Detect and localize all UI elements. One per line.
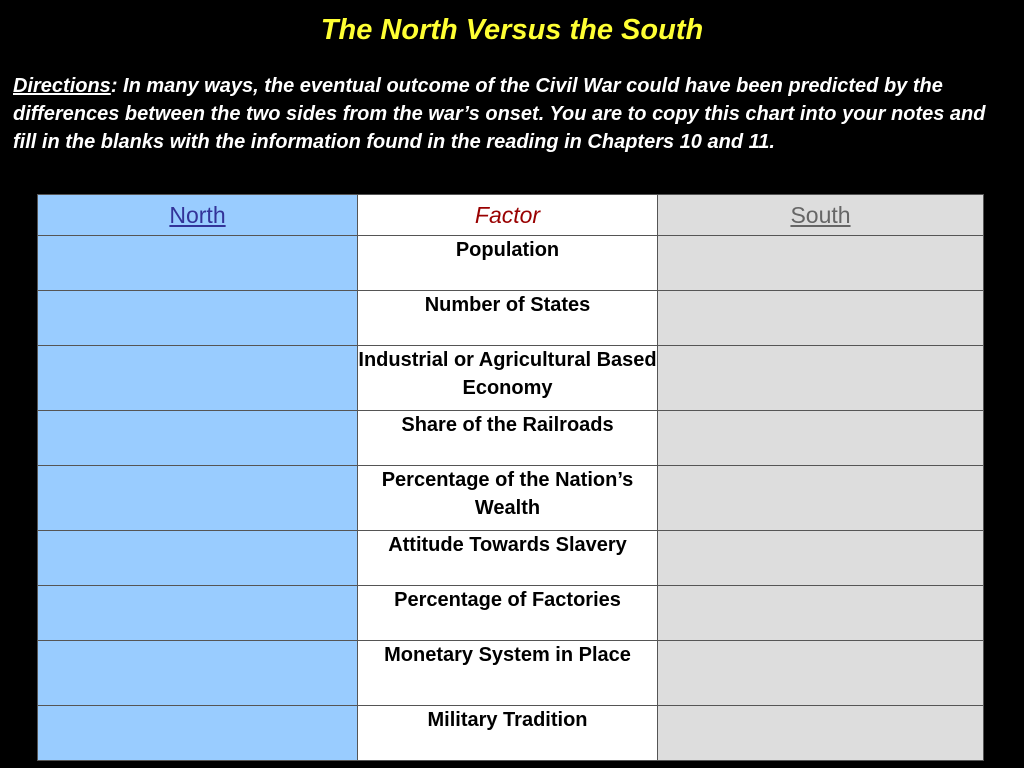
page-title: The North Versus the South	[320, 14, 704, 46]
table-row	[38, 466, 984, 531]
north-blank-cell[interactable]	[38, 346, 358, 411]
table-row	[38, 346, 984, 411]
south-blank-cell[interactable]	[658, 291, 984, 346]
north-blank-cell[interactable]	[38, 411, 358, 466]
table-row	[38, 291, 984, 346]
factor-cell: Attitude Towards Slavery	[358, 531, 658, 586]
table-row	[38, 531, 984, 586]
south-blank-cell[interactable]	[658, 531, 984, 586]
south-blank-cell[interactable]	[658, 706, 984, 761]
north-blank-cell[interactable]	[38, 291, 358, 346]
table-row	[38, 586, 984, 641]
north-blank-cell[interactable]	[38, 706, 358, 761]
table-row	[38, 641, 984, 706]
north-header-label: North	[169, 201, 226, 228]
south-header-label: South	[790, 201, 851, 228]
south-header	[658, 195, 984, 236]
south-blank-cell[interactable]	[658, 411, 984, 466]
south-blank-cell[interactable]	[658, 346, 984, 411]
factor-header-label: Factor	[474, 201, 541, 228]
south-blank-cell[interactable]	[658, 641, 984, 706]
factor-cell: Military Tradition	[358, 706, 658, 761]
factor-cell: Percentage of Factories	[358, 586, 658, 641]
table-row	[38, 411, 984, 466]
north-blank-cell[interactable]	[38, 531, 358, 586]
table-row	[38, 706, 984, 761]
north-blank-cell[interactable]	[38, 641, 358, 706]
factor-header	[358, 195, 658, 236]
factor-cell: Industrial or Agricultural Based Economy	[358, 346, 658, 411]
factor-cell: Share of the Railroads	[358, 411, 658, 466]
north-blank-cell[interactable]	[38, 466, 358, 531]
factor-cell: Percentage of the Nation’s Wealth	[358, 466, 658, 531]
table-header-row	[38, 195, 984, 236]
north-blank-cell[interactable]	[38, 236, 358, 291]
factor-cell: Number of States	[358, 291, 658, 346]
factor-cell: Population	[358, 236, 658, 291]
north-blank-cell[interactable]	[38, 586, 358, 641]
south-blank-cell[interactable]	[658, 586, 984, 641]
south-blank-cell[interactable]	[658, 236, 984, 291]
north-header	[38, 195, 358, 236]
directions-paragraph	[13, 72, 1013, 156]
south-blank-cell[interactable]	[658, 466, 984, 531]
directions-text: : In many ways, the eventual outcome of the Civil War could have been predicted by the differences between the two sides from the war’s onset. You are to copy this chart into your notes and fill in the blanks with the information found in the reading in Chapters 10 and 11.	[13, 75, 986, 153]
directions-label: Directions	[13, 75, 111, 97]
table-row	[38, 236, 984, 291]
factor-cell: Monetary System in Place	[358, 641, 658, 706]
comparison-table	[37, 194, 984, 761]
